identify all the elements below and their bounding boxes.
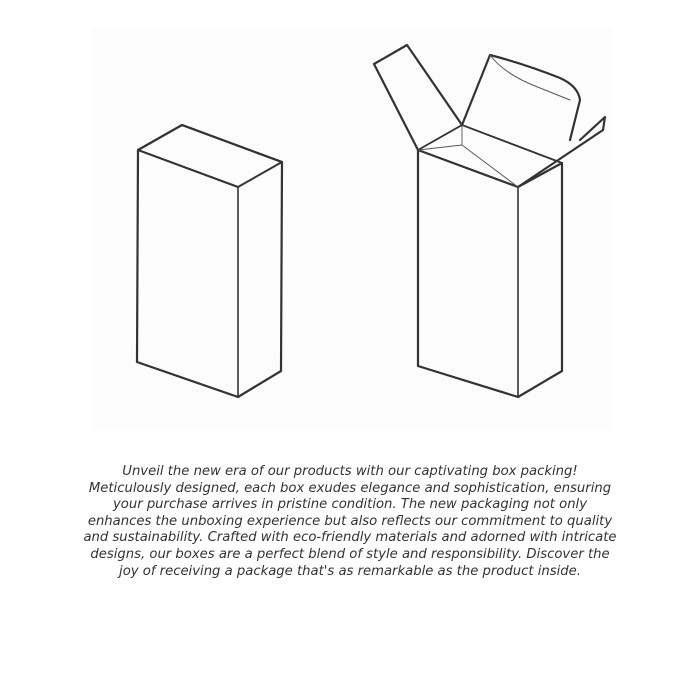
open-box-illustration (374, 45, 605, 397)
open-box-body-outline (418, 150, 562, 397)
open-box-left-flap (374, 45, 462, 150)
closed-box-illustration (137, 125, 282, 397)
open-box-back-flap (462, 55, 580, 140)
product-description: Unveil the new era of our products with our captivating box packing! Meticulously designed, each box exudes elegance and sophistication, ensuring your purchase arrives in pristine condition. The new packaging not only enhances the unboxing experience but also reflects our commitment to quality and sustainability. Crafted with eco-friendly materials and adorned with intricate designs, our boxes are a perfect blend of style and responsibility. Discover the joy of receiving a package that's as remarkable as the product inside. (83, 464, 617, 579)
closed-box-outline (137, 125, 282, 397)
